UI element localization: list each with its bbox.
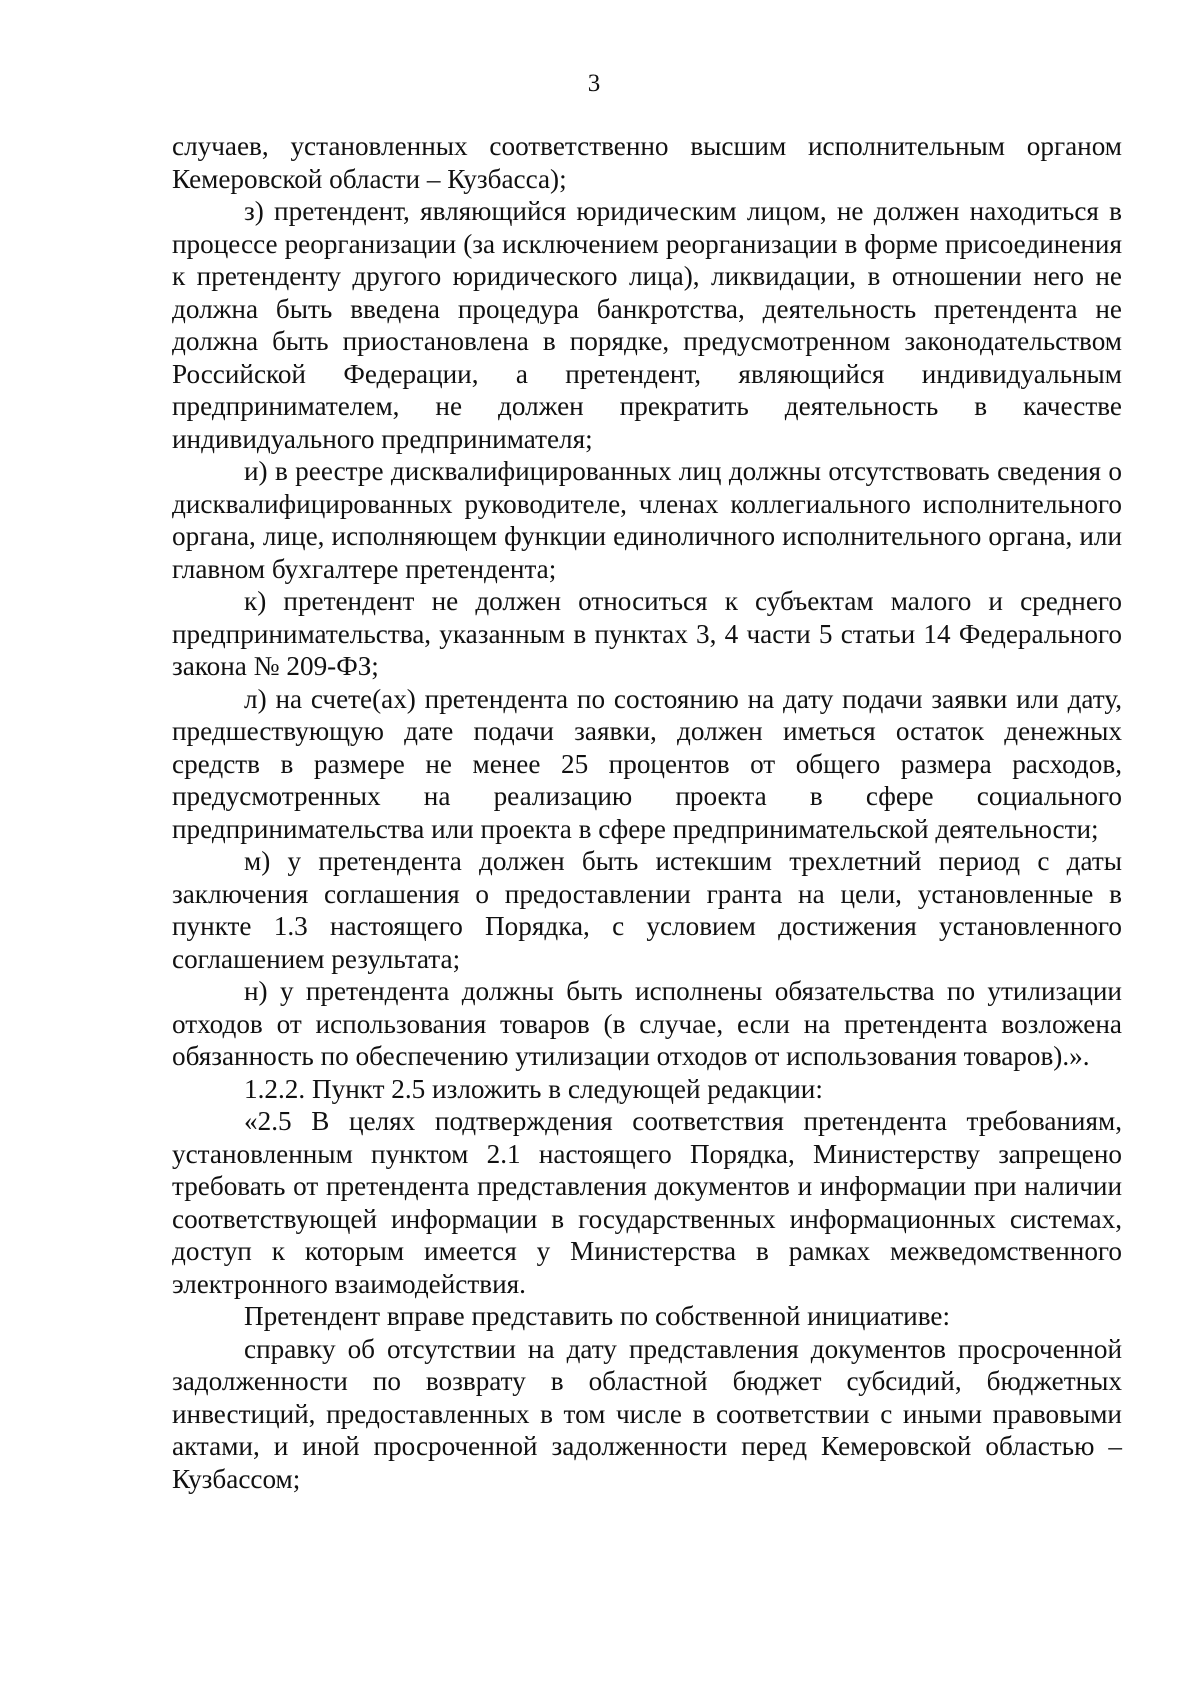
document-body xyxy=(172,130,1122,1495)
paragraph-clause-2-5: «2.5 В целях подтверждения соответствия претендента требованиям, установленным пунктом 2.1 настоящего Порядка, Министерству запрещено требовать от претендента представления документов и информации при наличии соответствующей информации в государственных информационных системах, доступ к которым имеется у Министерства в рамках межведомственного электронного взаимодействия. xyxy=(172,1106,1122,1299)
paragraph-item-i: и) в реестре дисквалифицированных лиц должны отсутствовать сведения о дисквалифицированных руководителе, членах коллегиального исполнительного органа, лице, исполняющем функции единоличного исполнительного органа, или главном бухгалтере претендента; xyxy=(172,456,1122,584)
paragraph-item-m: м) у претендента должен быть истекшим трехлетний период с даты заключения соглашения о предоставлении гранта на цели, установленные в пункте 1.3 настоящего Порядка, с условием достижения установленного соглашением результата; xyxy=(172,846,1122,974)
paragraph-item-k: к) претендент не должен относиться к субъектам малого и среднего предпринимательства, указанным в пунктах 3, 4 части 5 статьи 14 Федерального закона № 209-ФЗ; xyxy=(172,586,1122,681)
paragraph-item-n: н) у претендента должны быть исполнены обязательства по утилизации отходов от использования товаров (в случае, если на претендента возложена обязанность по обеспечению утилизации отходов от использования товаров).». xyxy=(172,976,1122,1071)
paragraph-item-l: л) на счете(ах) претендента по состоянию на дату подачи заявки или дату, предшествующую дате подачи заявки, должен иметься остаток денежных средств в размере не менее 25 процентов от общего размера расходов, предусмотренных на реализацию проекта в сфере социального предпринимательства или проекта в сфере предпринимательской деятельности; xyxy=(172,683,1122,844)
paragraph-certificate: справку об отсутствии на дату представления документов просроченной задолженности по возврату в областной бюджет субсидий, бюджетных инвестиций, предоставленных в том числе в соответствии с иными правовыми актами, и иной просроченной задолженности перед Кемеровской областью – Кузбассом; xyxy=(172,1333,1122,1494)
paragraph-item-z: з) претендент, являющийся юридическим лицом, не должен находиться в процессе реорганизации (за исключением реорганизации в форме присоединения к претенденту другого юридического лица), ликвидации, в отношении него не должна быть введена процедура банкротства, деятельность претендента не должна быть приостановлена в порядке, предусмотренном законодательством Российской Федерации, а претендент, являющийся индивидуальным предпринимателем, не должен прекратить деятельность в качестве индивидуального предпринимателя; xyxy=(172,196,1122,454)
page-number: 3 xyxy=(587,70,601,97)
paragraph-clause-1-2-2: 1.2.2. Пункт 2.5 изложить в следующей редакции: xyxy=(244,1073,823,1104)
paragraph-continuation: случаев, установленных соответственно высшим исполнительным органом Кемеровской области – Кузбасса); xyxy=(172,131,1122,194)
paragraph-applicant-right: Претендент вправе представить по собственной инициативе: xyxy=(244,1301,951,1331)
